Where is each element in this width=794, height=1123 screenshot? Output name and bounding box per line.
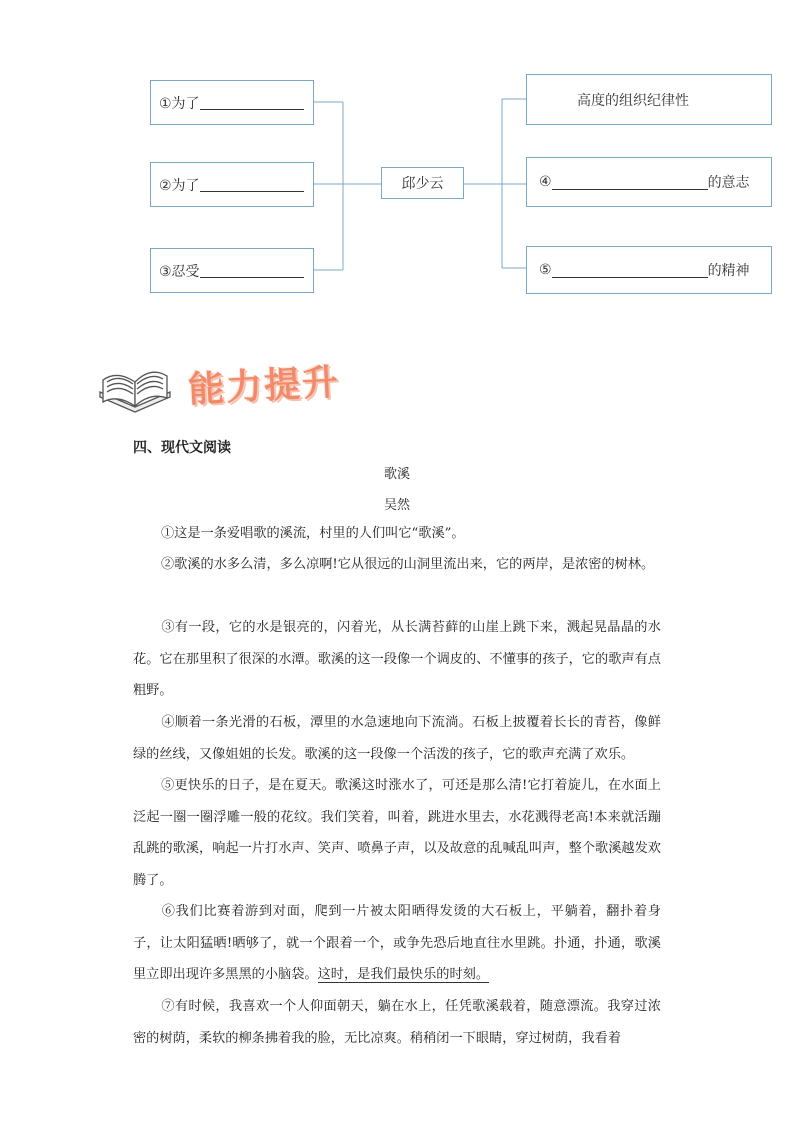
paragraph-6-text: ⑥我们比赛着游到对面，爬到一片被太阳晒得发烫的大石板上，平躺着，翻扑着身子，让太阳猛晒!晒够了，就一个跟着一个，或争先恐后地直往水里跳。扑通，扑通，歌溪里立即出现许多黑黑的小脑袋。 <box>133 904 661 982</box>
answer-blank-1[interactable] <box>200 95 304 110</box>
paragraph-7 <box>133 991 661 1054</box>
center-box <box>381 167 464 199</box>
answer-blank-4[interactable] <box>552 175 708 190</box>
paragraph-2-text: ②歌溪的水多么清，多么凉啊!它从很远的山洞里流出来，它的两岸，是浓密的树林。 <box>161 557 655 572</box>
left-box-2 <box>150 162 314 207</box>
paragraph-7-text: ⑦有时候，我喜欢一个人仰面朝天，躺在水上，任凭歌溪载着，随意漂流。我穿过浓密的树荫，柔软的柳条拂着我的脸，无比凉爽。稍稍闭一下眼睛，穿过树荫，我看着 <box>133 999 661 1046</box>
right-box-2-suffix: 的意志 <box>707 175 750 191</box>
left-box-2-label: ②为了 <box>159 177 200 194</box>
paragraph-1 <box>133 518 661 550</box>
section-title: 四、现代文阅读 <box>133 440 231 456</box>
paragraph-2 <box>133 549 661 581</box>
paragraph-3-text: ③有一段，它的水是银亮的，闪着光，从长满苔藓的山崖上跳下来，溅起晃晶晶的水花。它在那里积了很深的水潭。歌溪的这一段像一个调皮的、不懂事的孩子，它的歌声有点粗野。 <box>133 620 661 698</box>
right-box-2 <box>526 157 772 207</box>
paragraph-5 <box>133 770 661 896</box>
left-box-1 <box>150 80 314 125</box>
answer-blank-2[interactable] <box>200 177 304 192</box>
right-box-3 <box>526 246 772 294</box>
paragraph-4-text: ④顺着一条光滑的石板，潭里的水急速地向下流淌。石板上披覆着长长的青苔，像鲜绿的丝线，又像姐姐的长发。歌溪的这一段像一个活泼的孩子，它的歌声充满了欢乐。 <box>133 715 661 762</box>
paragraph-5-text: ⑤更快乐的日子，是在夏天。歌溪这时涨水了，可还是那么清!它打着旋儿，在水面上泛起一圈一圈浮雕一般的花纹。我们笑着，叫着，跳进水里去，水花溅得老高!本来就活蹦乱跳的歌溪，响起一片打水声、笑声、喷鼻子声，以及故意的乱喊乱叫声，整个歌溪越发欢腾了。 <box>133 778 661 888</box>
left-box-3 <box>150 248 314 293</box>
paragraph-3 <box>133 612 661 707</box>
article-title: 歌溪 <box>383 467 410 482</box>
left-box-3-label: ③忍受 <box>159 263 200 280</box>
paragraph-4 <box>133 707 661 770</box>
article-author: 吴然 <box>383 498 410 513</box>
paragraph-1-text: ①这是一条爱唱歌的溪流，村里的人们叫它“歌溪”。 <box>161 526 465 541</box>
left-box-1-label: ①为了 <box>159 95 200 112</box>
banner-title: 能力提升 <box>187 362 342 411</box>
paragraph-6 <box>133 896 661 991</box>
answer-blank-3[interactable] <box>200 263 304 278</box>
answer-blank-5[interactable] <box>552 263 708 278</box>
right-box-1-label: 高度的组织纪律性 <box>577 92 689 109</box>
center-label: 邱少云 <box>401 176 444 192</box>
right-box-3-prefix: ⑤ <box>539 262 552 278</box>
paragraph-6-underlined-sentence: 这时，是我们最快乐的时刻。 <box>317 967 490 982</box>
right-box-3-suffix: 的精神 <box>707 263 750 279</box>
right-box-2-prefix: ④ <box>539 174 552 190</box>
right-box-1 <box>526 74 772 125</box>
